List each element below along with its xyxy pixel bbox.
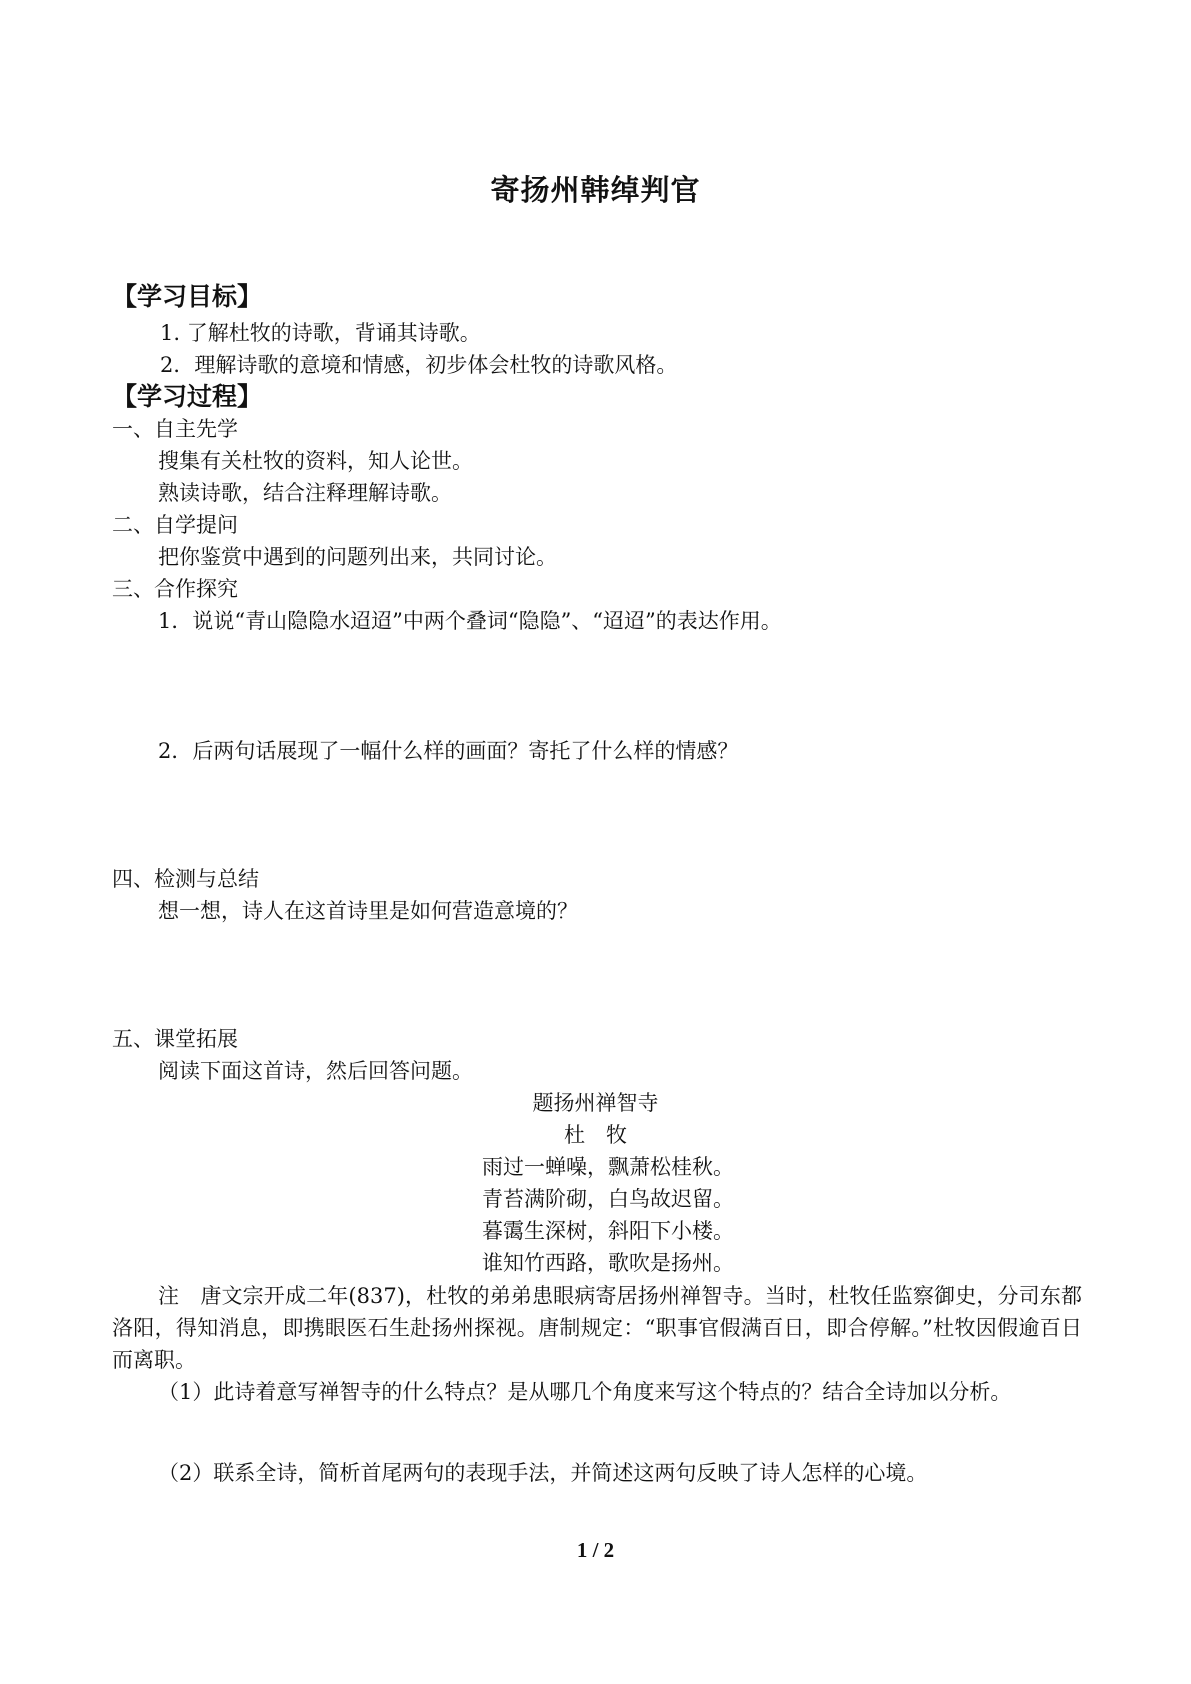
section-5-label: 五、课堂拓展	[112, 1027, 238, 1051]
poem-note: 注 唐文宗开成二年(837)，杜牧的弟弟患眼病寄居扬州禅智寺。当时，杜牧任监察御史，分司东都洛阳，得知消息，即携眼医石生赴扬州探视。唐制规定：“职事官假满百日，即合停解。”杜牧因假逾百日而离职。	[112, 1284, 1082, 1372]
poem-line: 雨过一蝉噪，飘萧松桂秋。	[482, 1155, 734, 1179]
poem-line: 青苔满阶砌，白鸟故迟留。	[482, 1187, 734, 1211]
section-2-line: 把你鉴赏中遇到的问题列出来，共同讨论。	[158, 545, 557, 569]
section-3-label: 三、合作探究	[112, 577, 238, 601]
section-3-question-2: 2．后两句话展现了一幅什么样的画面？寄托了什么样的情感？	[158, 739, 739, 763]
poem-line: 暮霭生深树，斜阳下小楼。	[482, 1219, 734, 1243]
process-heading: 【学习过程】	[112, 382, 263, 411]
goal-item: 2．理解诗歌的意境和情感，初步体会杜牧的诗歌风格。	[160, 353, 678, 377]
section-1-line: 搜集有关杜牧的资料，知人论世。	[158, 449, 473, 473]
goal-item: 1. 了解杜牧的诗歌，背诵其诗歌。	[160, 321, 481, 345]
poem-line: 谁知竹西路，歌吹是扬州。	[482, 1251, 734, 1275]
section-4-label: 四、检测与总结	[112, 867, 259, 891]
section-1-label: 一、自主先学	[112, 417, 238, 441]
poem-title: 题扬州禅智寺	[532, 1091, 659, 1115]
section-3-question-1: 1．说说“青山隐隐水迢迢”中两个叠词“隐隐”、“迢迢”的表达作用。	[158, 609, 782, 633]
page-number: 1 / 2	[576, 1538, 615, 1562]
extension-question-2: （2）联系全诗，简析首尾两句的表现手法，并简述这两句反映了诗人怎样的心境。	[158, 1461, 928, 1485]
page-title: 寄扬州韩绰判官	[490, 173, 701, 207]
section-5-intro: 阅读下面这首诗，然后回答问题。	[158, 1059, 473, 1083]
extension-question-1: （1）此诗着意写禅智寺的什么特点？是从哪几个角度来写这个特点的？结合全诗加以分析。	[158, 1380, 1012, 1404]
section-2-label: 二、自学提问	[112, 513, 238, 537]
section-4-line: 想一想，诗人在这首诗里是如何营造意境的？	[158, 899, 578, 923]
goals-heading: 【学习目标】	[112, 282, 263, 311]
section-1-line: 熟读诗歌，结合注释理解诗歌。	[158, 481, 452, 505]
poem-author: 杜 牧	[564, 1123, 627, 1147]
